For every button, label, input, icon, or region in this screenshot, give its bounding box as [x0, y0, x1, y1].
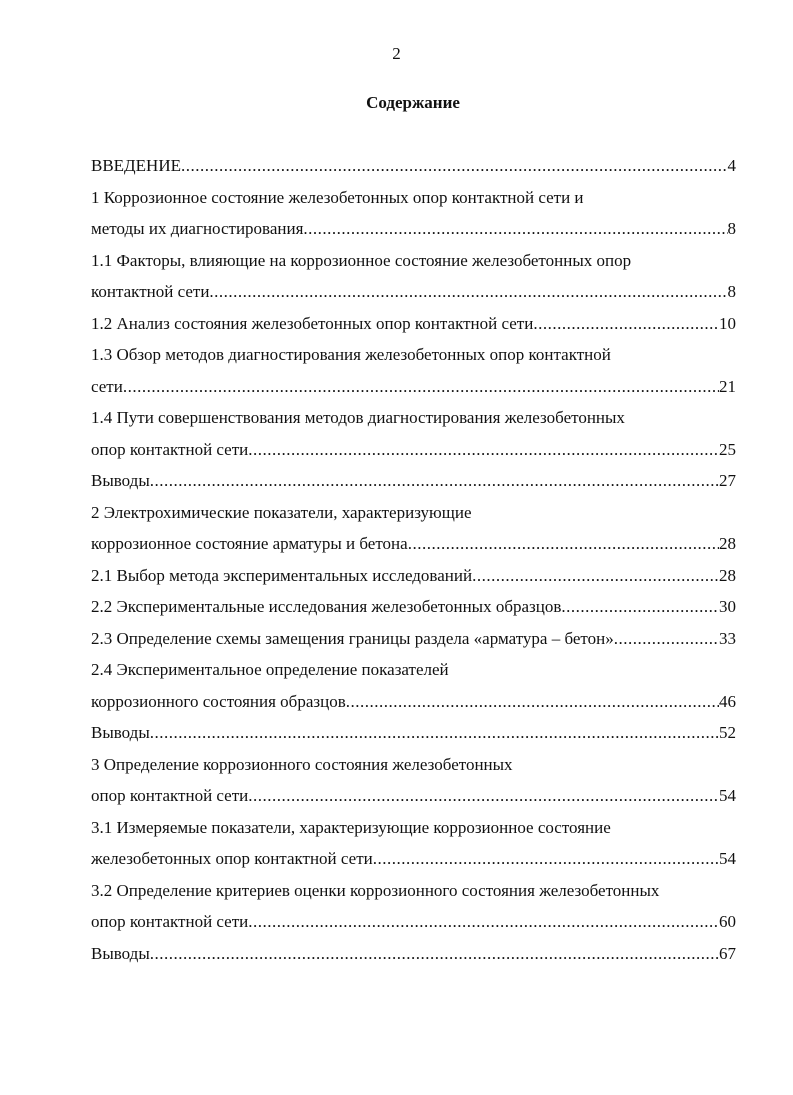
- toc-entry-page-number: 33: [719, 628, 736, 648]
- toc-title: Содержание: [366, 93, 460, 112]
- toc-entry-page-number: 28: [719, 565, 736, 585]
- toc-entry[interactable]: [91, 528, 736, 560]
- toc-entry[interactable]: [91, 213, 736, 245]
- toc-entry-title: опор контактной сети: [91, 912, 249, 931]
- toc-entry-title: Выводы: [91, 471, 150, 490]
- toc-entry-heading-line: 2.4 Экспериментальное определение показателей: [91, 660, 449, 679]
- toc-entry-page-number: 54: [719, 849, 736, 868]
- toc-entry-title: методы их диагностирования: [91, 219, 304, 238]
- toc-entry-title: коррозионного состояния образцов: [91, 691, 346, 711]
- dot-leader: [533, 308, 719, 340]
- toc-entry-page-number: 67: [719, 943, 736, 963]
- toc-entry-heading-line: 3.2 Определение критериев оценки коррозионного состояния железобетонных: [91, 880, 660, 900]
- dot-leader: [561, 591, 719, 623]
- dot-leader: [408, 528, 719, 560]
- toc-entry[interactable]: [91, 150, 736, 182]
- toc-entry-page-number: 25: [719, 439, 736, 459]
- toc-entry-heading-line: 1.4 Пути совершенствования методов диагностирования железобетонных: [91, 408, 625, 427]
- toc-entry-page-number: 60: [719, 912, 736, 931]
- toc-entry-page-number: 54: [719, 786, 736, 805]
- toc-entry[interactable]: [91, 717, 736, 749]
- toc-entry[interactable]: [91, 308, 736, 340]
- toc-entry-heading-line: 1 Коррозионное состояние железобетонных опор контактной сети и: [91, 187, 584, 207]
- toc-entry-heading-line: 2 Электрохимические показатели, характеризующие: [91, 502, 472, 522]
- toc-entry-title: 2.3 Определение схемы замещения границы раздела «арматура – бетон»: [91, 628, 614, 648]
- toc-entry-page-number: 8: [727, 219, 736, 238]
- toc-entry[interactable]: [91, 434, 736, 466]
- toc-entry[interactable]: [91, 276, 736, 308]
- dot-leader: [248, 780, 719, 812]
- toc-entry[interactable]: [91, 906, 736, 938]
- toc-entry-title: коррозионное состояние арматуры и бетона: [91, 534, 408, 553]
- toc-entry-title: сети: [91, 376, 123, 396]
- toc-entry[interactable]: [91, 686, 736, 718]
- dot-leader: [248, 434, 719, 466]
- dot-leader: [209, 276, 727, 308]
- toc-entry-title: ВВЕДЕНИЕ: [91, 156, 181, 175]
- toc-entry-title: 2.2 Экспериментальные исследования железобетонных образцов: [91, 597, 562, 616]
- dot-leader: [472, 560, 719, 592]
- toc-entry[interactable]: [91, 560, 736, 592]
- dot-leader: [150, 717, 719, 749]
- toc-entry-title: опор контактной сети: [91, 439, 249, 459]
- table-of-contents: [91, 150, 736, 969]
- toc-entry-heading-line: 3.1 Измеряемые показатели, характеризующие коррозионное состояние: [91, 817, 611, 837]
- toc-entry-heading-line: 1.1 Факторы, влияющие на коррозионное состояние железобетонных опор: [91, 250, 632, 270]
- toc-entry-page-number: 21: [719, 376, 736, 396]
- page-number: 2: [392, 44, 401, 63]
- dot-leader: [150, 938, 719, 970]
- toc-entry-page-number: 52: [719, 723, 736, 742]
- toc-entry[interactable]: [91, 938, 736, 970]
- toc-entry-page-number: 27: [719, 471, 736, 490]
- toc-entry-page-number: 30: [719, 597, 736, 616]
- dot-leader: [248, 906, 719, 938]
- dot-leader: [373, 843, 719, 875]
- toc-entry[interactable]: [91, 465, 736, 497]
- toc-entry-page-number: 46: [719, 691, 736, 711]
- dot-leader: [346, 686, 719, 718]
- toc-entry-title: железобетонных опор контактной сети: [91, 849, 373, 868]
- dot-leader: [303, 213, 727, 245]
- toc-entry[interactable]: [91, 780, 736, 812]
- toc-entry[interactable]: [91, 843, 736, 875]
- toc-entry-page-number: 8: [727, 282, 736, 301]
- toc-entry[interactable]: [91, 371, 736, 403]
- toc-entry-page-number: 4: [727, 156, 736, 175]
- toc-entry-heading-line: 1.3 Обзор методов диагностирования железобетонных опор контактной: [91, 345, 611, 364]
- toc-entry-title: 2.1 Выбор метода экспериментальных исследований: [91, 565, 473, 585]
- toc-entry-title: опор контактной сети: [91, 786, 249, 805]
- toc-entry-title: Выводы: [91, 943, 150, 963]
- toc-entry-title: контактной сети: [91, 282, 210, 301]
- toc-entry-heading-line: 3 Определение коррозионного состояния железобетонных: [91, 754, 513, 774]
- toc-entry-page-number: 28: [719, 534, 736, 553]
- dot-leader: [614, 623, 719, 655]
- toc-entry-title: Выводы: [91, 723, 150, 742]
- dot-leader: [181, 150, 728, 182]
- toc-entry[interactable]: [91, 591, 736, 623]
- dot-leader: [123, 371, 719, 403]
- toc-entry-title: 1.2 Анализ состояния железобетонных опор контактной сети: [91, 313, 534, 333]
- toc-entry-page-number: 10: [719, 313, 736, 333]
- dot-leader: [150, 465, 719, 497]
- toc-entry[interactable]: [91, 623, 736, 655]
